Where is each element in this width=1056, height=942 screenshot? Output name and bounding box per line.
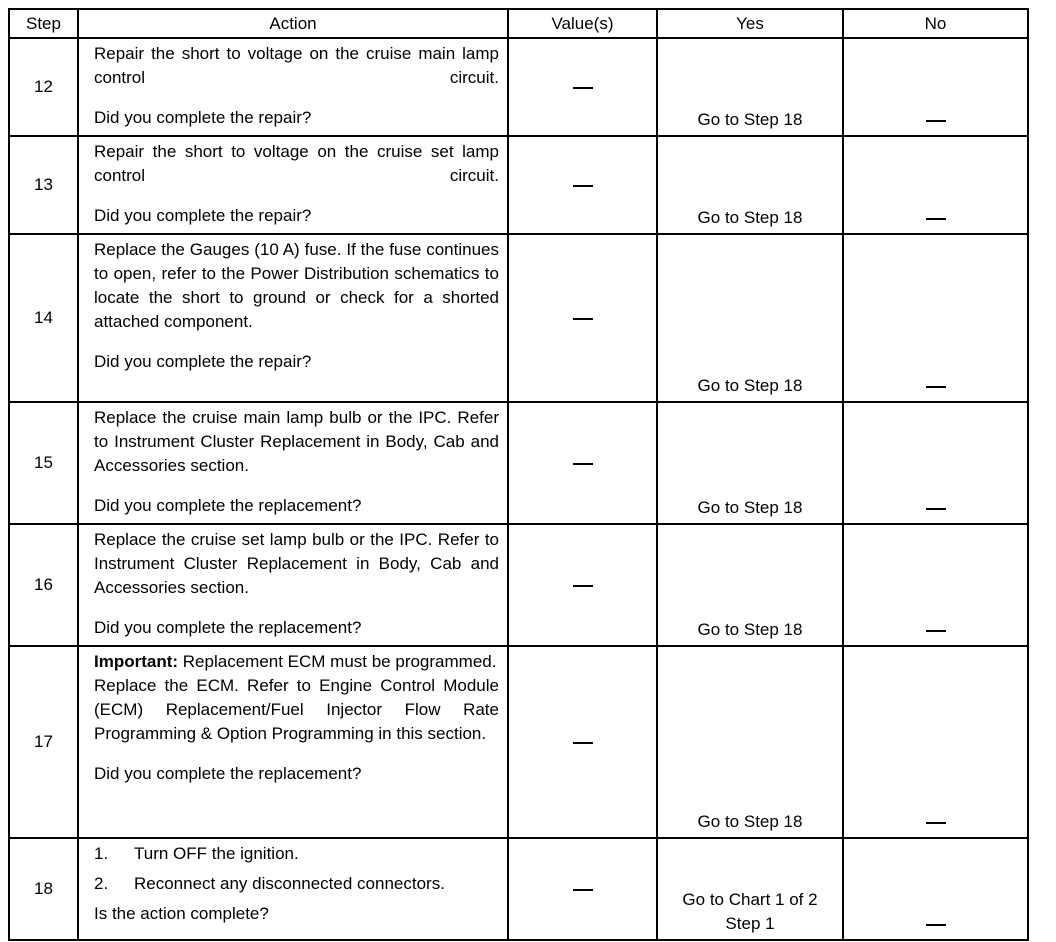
important-text: Replacement ECM must be programmed. [182, 652, 497, 671]
action-list [94, 842, 499, 896]
action-text: Repair the short to voltage on the cruise set lamp control circuit. [94, 142, 499, 185]
action-question: Did you complete the repair? [94, 206, 312, 225]
value-cell [508, 38, 657, 136]
action-text: Replace the ECM. Refer to Engine Control Module (ECM) Replacement/Fuel Injector Flow Rate Programming & Option Programming in this section. [94, 676, 499, 743]
action-question: Is the action complete? [94, 904, 269, 923]
action-question: Did you complete the replacement? [94, 764, 362, 783]
table-row [9, 524, 1028, 646]
action-text: Replace the cruise set lamp bulb or the IPC. Refer to Instrument Cluster Replacement in Body, Cab and Accessories section. [94, 530, 499, 597]
yes-cell: Go to Step 18 [657, 234, 843, 402]
step-number: 18 [9, 838, 78, 940]
action-text: Replace the Gauges (10 A) fuse. If the fuse continues to open, refer to the Power Distribution schematics to locate the short to ground or check for a shorted attached component. [94, 240, 499, 331]
header-step: Step [9, 9, 78, 38]
action-cell [78, 402, 508, 524]
list-number: 1. [94, 844, 109, 863]
header-values: Value(s) [508, 9, 657, 38]
action-cell [78, 646, 508, 838]
dash-mark [926, 508, 946, 510]
step-number: 17 [9, 646, 78, 838]
no-cell [843, 646, 1028, 838]
step-number: 13 [9, 136, 78, 234]
important-label: Important: [94, 652, 179, 671]
diagnostic-table [8, 8, 1029, 941]
dash-mark [926, 218, 946, 220]
step-number: 12 [9, 38, 78, 136]
action-question: Did you complete the replacement? [94, 618, 362, 637]
action-cell [78, 524, 508, 646]
list-item [94, 842, 499, 866]
dash-mark [926, 822, 946, 824]
action-cell [78, 136, 508, 234]
value-cell [508, 402, 657, 524]
yes-cell [657, 838, 843, 940]
no-cell [843, 234, 1028, 402]
dash-mark [573, 889, 593, 891]
yes-line: Go to Chart 1 of 2 [682, 890, 818, 909]
action-question: Did you complete the replacement? [94, 496, 362, 515]
dash-mark [573, 87, 593, 89]
no-cell [843, 524, 1028, 646]
no-cell [843, 838, 1028, 940]
action-text: Replace the cruise main lamp bulb or the IPC. Refer to Instrument Cluster Replacement in Body, Cab and Accessories section. [94, 408, 499, 475]
step-number: 14 [9, 234, 78, 402]
table-row [9, 402, 1028, 524]
dash-mark [926, 386, 946, 388]
value-cell [508, 234, 657, 402]
yes-cell: Go to Step 18 [657, 646, 843, 838]
value-cell [508, 838, 657, 940]
table-row [9, 838, 1028, 940]
dash-mark [573, 185, 593, 187]
table-row [9, 234, 1028, 402]
no-cell [843, 402, 1028, 524]
dash-mark [573, 318, 593, 320]
list-number: 2. [94, 874, 109, 893]
action-cell [78, 838, 508, 940]
action-cell [78, 234, 508, 402]
no-cell [843, 136, 1028, 234]
value-cell [508, 646, 657, 838]
value-cell [508, 524, 657, 646]
list-text: Turn OFF the ignition. [134, 844, 299, 863]
dash-mark [926, 630, 946, 632]
list-text: Reconnect any disconnected connectors. [134, 874, 445, 893]
header-yes: Yes [657, 9, 843, 38]
yes-cell: Go to Step 18 [657, 136, 843, 234]
table-row [9, 136, 1028, 234]
header-no: No [843, 9, 1028, 38]
table-row [9, 38, 1028, 136]
action-question: Did you complete the repair? [94, 352, 312, 371]
action-question: Did you complete the repair? [94, 108, 312, 127]
action-cell [78, 38, 508, 136]
header-row [9, 9, 1028, 38]
header-action: Action [78, 9, 508, 38]
step-number: 15 [9, 402, 78, 524]
dash-mark [573, 742, 593, 744]
yes-cell: Go to Step 18 [657, 402, 843, 524]
dash-mark [573, 463, 593, 465]
no-cell [843, 38, 1028, 136]
table-row [9, 646, 1028, 838]
step-number: 16 [9, 524, 78, 646]
yes-cell: Go to Step 18 [657, 38, 843, 136]
dash-mark [573, 585, 593, 587]
important-note [94, 650, 499, 674]
action-text: Repair the short to voltage on the cruise main lamp control circuit. [94, 44, 499, 87]
list-item [94, 872, 499, 896]
dash-mark [926, 120, 946, 122]
dash-mark [926, 924, 946, 926]
yes-line: Step 1 [725, 914, 775, 933]
yes-cell: Go to Step 18 [657, 524, 843, 646]
value-cell [508, 136, 657, 234]
